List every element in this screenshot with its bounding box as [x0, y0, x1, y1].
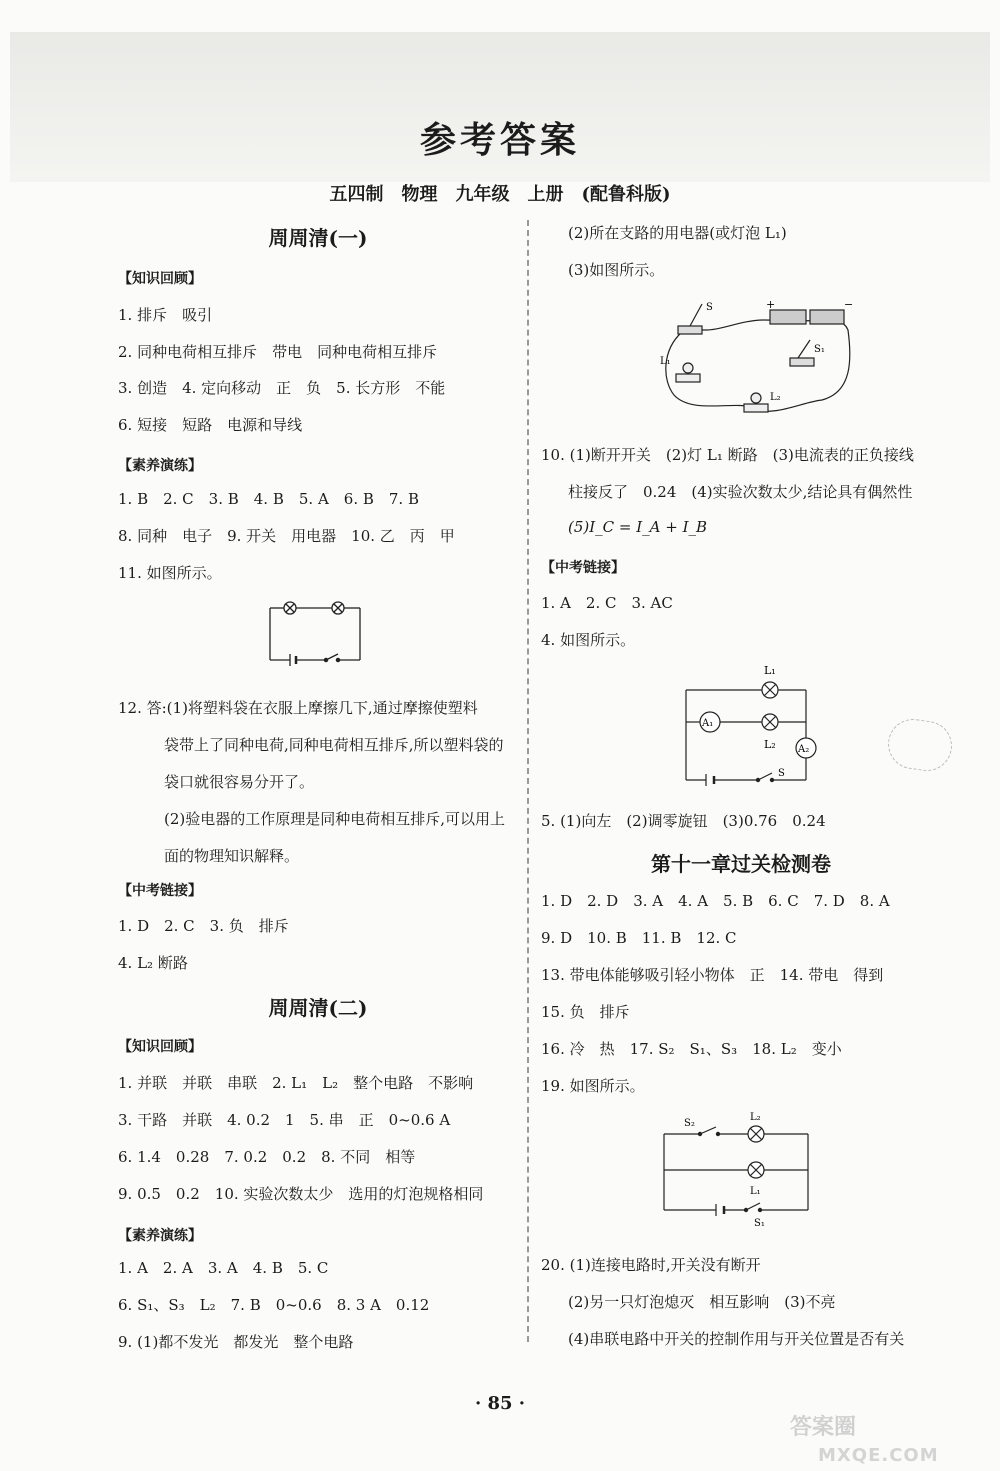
- lamp-icon: [332, 602, 344, 614]
- answer-line: 6. S₁、S₃ L₂ 7. B 0~0.6 8. 3 A 0.12: [118, 1296, 430, 1314]
- watermark-url: MXQE.COM: [818, 1445, 939, 1466]
- label-a2: A₂: [798, 744, 810, 755]
- switch-icon: [790, 340, 814, 366]
- circuit-figure-q11: [262, 596, 374, 668]
- page-title: 参考答案: [419, 119, 580, 161]
- answer-line: 6. 1.4 0.28 7. 0.2 0.2 8. 不同 相等: [118, 1148, 416, 1166]
- answer-line: 4. 如图所示。: [541, 631, 636, 649]
- switch-icon: [698, 1127, 719, 1136]
- answer-line: 16. 冷 热 17. S₂ S₁、S₃ 18. L₂ 变小: [541, 1040, 842, 1058]
- lamp-icon: [762, 682, 778, 698]
- answer-line: 2. 同种电荷相互排斥 带电 同种电荷相互排斥: [118, 343, 438, 361]
- lamp-icon: [284, 602, 296, 614]
- answer-line: 柱接反了 0.24 (4)实验次数太少,结论具有偶然性: [568, 483, 913, 501]
- answer-line: (4)串联电路中开关的控制作用与开关位置是否有关: [568, 1330, 905, 1348]
- answer-line: 1. D 2. C 3. 负 排斥: [118, 917, 289, 935]
- answer-line: 袋口就很容易分开了。: [164, 773, 315, 791]
- section-title-week1: 周周清(一): [268, 226, 368, 250]
- answer-line: 11. 如图所示。: [118, 564, 222, 582]
- answer-line: 6. 短接 短路 电源和导线: [118, 416, 303, 434]
- section-title-chapter11-test: 第十一章过关检测卷: [651, 852, 831, 876]
- answer-line: 10. (1)断开开关 (2)灯 L₁ 断路 (3)电流表的正负接线: [541, 446, 914, 464]
- lamp-icon: [748, 1126, 764, 1142]
- section-title-week2: 周周清(二): [268, 996, 368, 1020]
- label-l1: L₁: [750, 1186, 761, 1197]
- answer-line: 4. L₂ 断路: [118, 954, 188, 972]
- answer-line: 8. 同种 电子 9. 开关 用电器 10. 乙 丙 甲: [118, 527, 455, 545]
- answer-line: (2)另一只灯泡熄灭 相互影响 (3)不亮: [568, 1293, 836, 1311]
- battery-icon: [706, 774, 714, 786]
- circuit-figure-q19: [660, 1110, 816, 1232]
- switch-icon: [744, 1203, 761, 1212]
- label-s: S: [778, 768, 785, 779]
- formula-line: (5)I_C = I_A + I_B: [568, 518, 708, 536]
- label-l1: L₁: [660, 356, 671, 367]
- wiring-sketch-figure: [652, 290, 860, 420]
- lamp-icon: [748, 1162, 764, 1178]
- answer-line: 袋带上了同种电荷,同种电荷相互排斥,所以塑料袋的: [164, 736, 504, 754]
- answer-line: (2)验电器的工作原理是同种电荷相互排斥,可以用上: [164, 810, 506, 828]
- answer-line: (2)所在支路的用电器(或灯泡 L₁): [568, 224, 787, 242]
- label-s1: S₁: [814, 344, 825, 355]
- tag-practice: 【素养演练】: [118, 458, 202, 474]
- label-l2: L₂: [764, 738, 776, 751]
- battery-icon: [716, 1204, 724, 1216]
- tag-review: 【知识回顾】: [118, 271, 202, 287]
- answer-line: 3. 创造 4. 定向移动 正 负 5. 长方形 不能: [118, 379, 446, 397]
- answer-line: (3)如图所示。: [568, 261, 665, 279]
- answer-line: 1. 排斥 吸引: [118, 306, 213, 324]
- battery-minus-label: −: [844, 298, 854, 311]
- tag-exam-link: 【中考链接】: [118, 883, 202, 899]
- answer-line: 9. (1)都不发光 都发光 整个电路: [118, 1333, 354, 1351]
- lamp-icon: [762, 714, 778, 730]
- answer-line: 1. A 2. A 3. A 4. B 5. C: [118, 1259, 329, 1277]
- switch-icon: [324, 654, 339, 662]
- label-l2: L₂: [770, 392, 781, 403]
- answer-line: 5. (1)向左 (2)调零旋钮 (3)0.76 0.24: [541, 812, 826, 830]
- switch-icon: [678, 304, 702, 334]
- battery-icon: [770, 310, 844, 324]
- page-subtitle: 五四制 物理 九年级 上册 (配鲁科版): [329, 184, 671, 205]
- watermark-logo: 答案圈: [790, 1415, 857, 1440]
- label-s2: S₂: [684, 1118, 695, 1129]
- answer-line: 19. 如图所示。: [541, 1077, 645, 1095]
- lamp-icon: [744, 393, 768, 412]
- circuit-figure-parallel-ammeters: [676, 660, 826, 788]
- answer-line: 9. D 10. B 11. B 12. C: [541, 929, 737, 947]
- answer-line: 1. 并联 并联 串联 2. L₁ L₂ 整个电路 不影响: [118, 1074, 474, 1092]
- answer-line: 12. 答:(1)将塑料袋在衣服上摩擦几下,通过摩擦使塑料: [118, 699, 478, 717]
- label-s1: S₁: [754, 1218, 765, 1229]
- tag-practice: 【素养演练】: [118, 1228, 202, 1244]
- answer-line: 20. (1)连接电路时,开关没有断开: [541, 1256, 761, 1274]
- stamp-mark: [885, 716, 955, 774]
- answer-line: 1. A 2. C 3. AC: [541, 594, 673, 612]
- battery-plus-label: +: [766, 298, 776, 311]
- label-a1: A₁: [702, 718, 714, 729]
- answer-line: 3. 干路 并联 4. 0.2 1 5. 串 正 0~0.6 A: [118, 1111, 451, 1129]
- label-s: S: [706, 302, 713, 313]
- answer-line: 15. 负 排斥: [541, 1003, 630, 1021]
- answer-line: 1. B 2. C 3. B 4. B 5. A 6. B 7. B: [118, 490, 419, 508]
- column-divider: [527, 220, 529, 1342]
- label-l2: L₂: [750, 1112, 761, 1123]
- lamp-icon: [676, 363, 700, 382]
- answer-line: 面的物理知识解释。: [164, 847, 300, 865]
- switch-icon: [756, 773, 773, 782]
- tag-exam-link: 【中考链接】: [541, 560, 625, 576]
- answer-line: 1. D 2. D 3. A 4. A 5. B 6. C 7. D 8. A: [541, 892, 890, 910]
- answer-line: 13. 带电体能够吸引轻小物体 正 14. 带电 得到: [541, 966, 884, 984]
- page-number: · 85 ·: [474, 1393, 526, 1414]
- tag-review: 【知识回顾】: [118, 1039, 202, 1055]
- label-l1: L₁: [764, 664, 776, 677]
- answer-line: 9. 0.5 0.2 10. 实验次数太少 选用的灯泡规格相同: [118, 1185, 484, 1203]
- battery-icon: [290, 654, 296, 666]
